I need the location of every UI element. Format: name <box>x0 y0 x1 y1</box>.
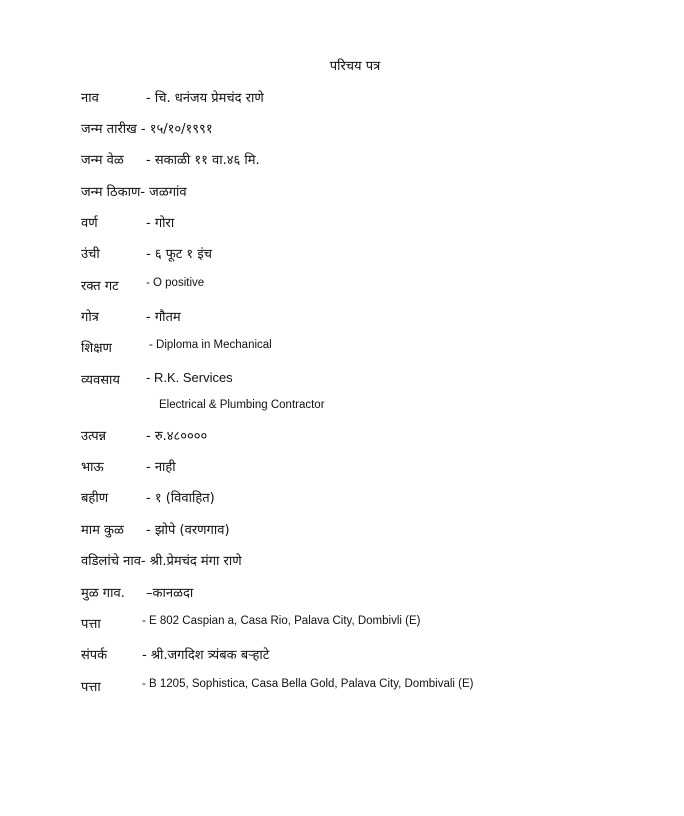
row-label: भाऊ <box>81 460 104 475</box>
row-value: - १ (विवाहित) <box>146 491 215 506</box>
row-value: - गौतम <box>146 310 181 325</box>
row-value: - R.K. Services <box>146 370 233 385</box>
row-label: पत्ता <box>81 680 101 695</box>
row-value: - ६ फूट १ इंच <box>146 247 212 262</box>
row-value: - O positive <box>146 277 205 289</box>
row-label: पत्ता <box>81 617 101 632</box>
row-value: जन्म तारीख - १५/१०/१९९१ <box>81 122 213 137</box>
row-label: उत्पन्न <box>81 429 107 444</box>
row-value: - Diploma in Mechanical <box>149 339 272 351</box>
row-value: - सकाळी ११ वा.४६ मि. <box>146 153 260 168</box>
row-value: जन्म ठिकाण- जळगांव <box>81 185 187 200</box>
page-title: परिचय पत्र <box>329 59 381 74</box>
row-occupation <box>0 370 684 390</box>
row-income <box>0 426 684 446</box>
row-label: बहीण <box>81 491 109 506</box>
row-gotra <box>0 307 684 327</box>
row-blood-group <box>0 276 684 296</box>
row-name <box>0 88 684 108</box>
row-birth-time <box>0 150 684 170</box>
row-value: - रु.४८०००० <box>146 429 208 444</box>
row-complexion <box>0 213 684 233</box>
row-label: संपर्क <box>81 648 108 663</box>
row-value: –कानळदा <box>146 586 194 601</box>
row-label: माम कुळ <box>81 523 124 538</box>
row-value: Electrical & Plumbing Contractor <box>159 399 325 411</box>
row-value: - चि. धनंजय प्रेमचंद राणे <box>146 91 264 106</box>
row-label: जन्म वेळ <box>81 153 124 168</box>
row-value: वडिलांचे नाव- श्री.प्रेमचंद मंगा राणे <box>81 554 242 569</box>
row-label: नाव <box>81 91 99 106</box>
row-label: उंची <box>81 247 100 262</box>
row-birth-date <box>0 119 684 139</box>
row-value: - श्री.जगदिश त्र्यंबक बऱ्हाटे <box>142 648 270 663</box>
row-sister <box>0 488 684 508</box>
row-value: - B 1205, Sophistica, Casa Bella Gold, Palava City, Dombivali (E) <box>142 678 474 690</box>
row-address-2 <box>0 677 684 697</box>
row-value: - E 802 Caspian a, Casa Rio, Palava City, Dombivli (E) <box>142 615 421 627</box>
row-value: - झोपे (वरणगाव) <box>146 523 230 538</box>
row-education <box>0 338 684 358</box>
row-value: - गोरा <box>146 216 175 231</box>
row-maternal-clan <box>0 520 684 540</box>
row-brother <box>0 457 684 477</box>
row-birth-place <box>0 182 684 202</box>
row-address-1 <box>0 614 684 634</box>
row-label: मुळ गाव. <box>81 586 125 601</box>
row-label: वर्ण <box>81 216 98 231</box>
row-native-village <box>0 583 684 603</box>
row-label: शिक्षण <box>81 341 112 356</box>
row-label: व्यवसाय <box>81 373 120 388</box>
row-contact <box>0 645 684 665</box>
row-occupation-detail <box>0 398 684 418</box>
row-label: रक्त गट <box>81 279 119 294</box>
row-height <box>0 244 684 264</box>
row-label: गोत्र <box>81 310 99 325</box>
row-value: - नाही <box>146 460 176 475</box>
row-father-name <box>0 551 684 571</box>
